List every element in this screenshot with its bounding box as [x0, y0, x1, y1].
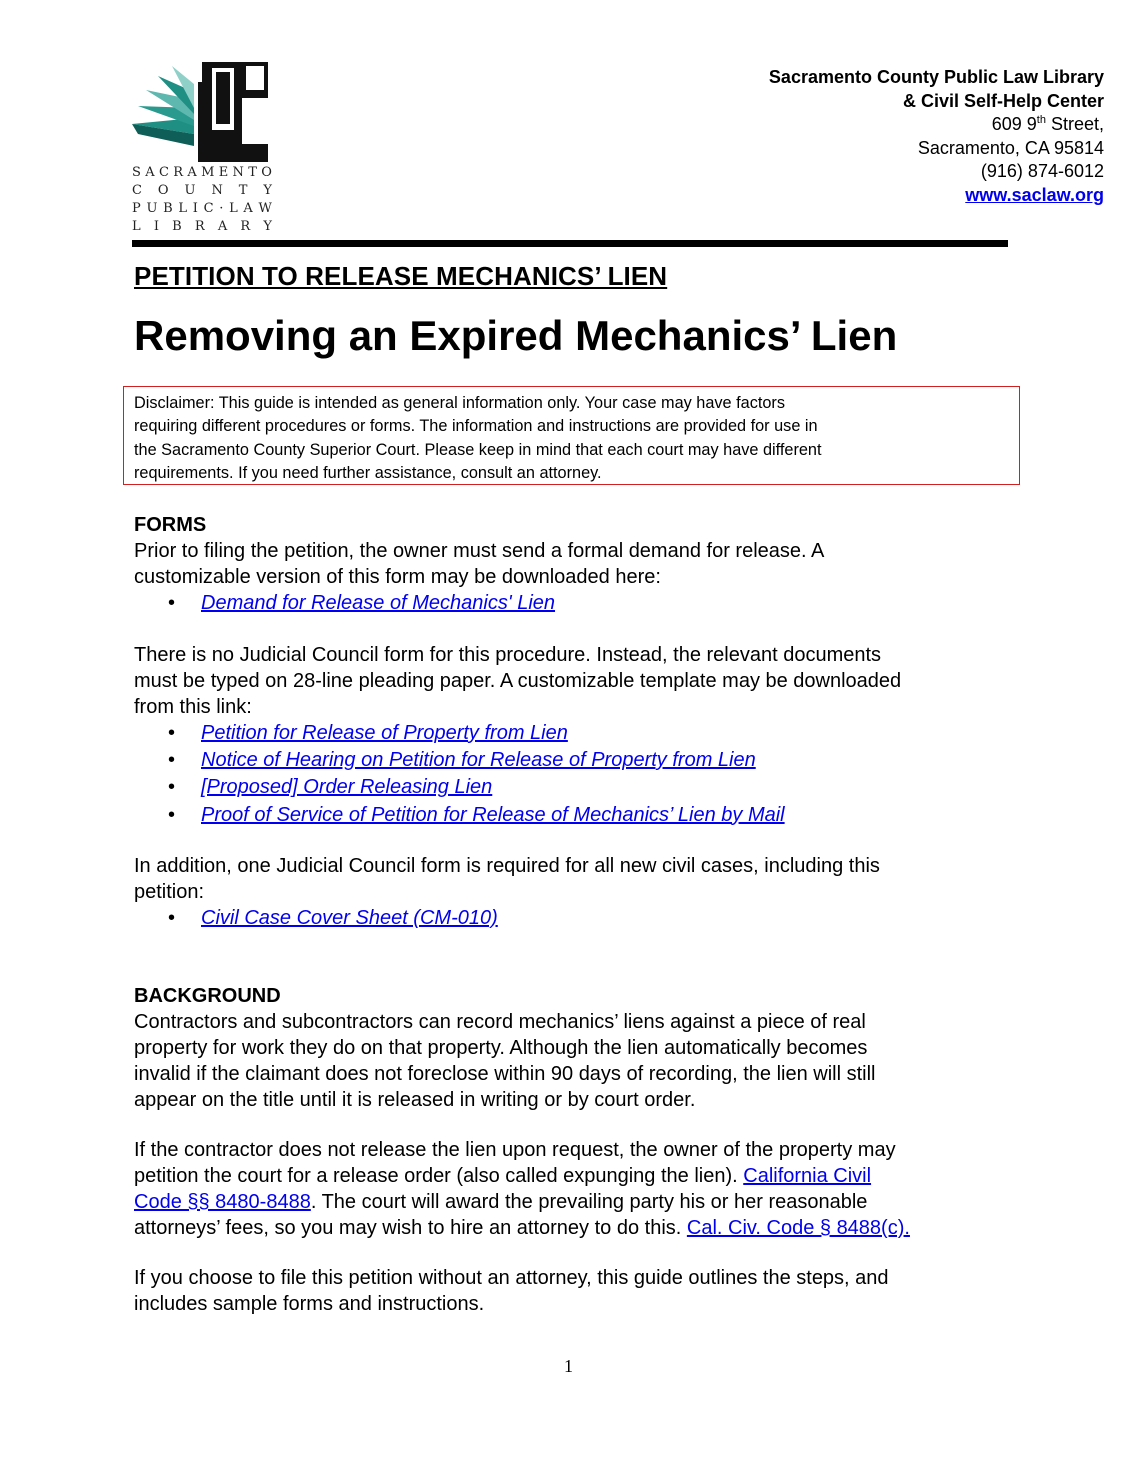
background-section	[134, 983, 1014, 1113]
library-address	[769, 66, 1104, 207]
logo-line-library: L I B R A R Y	[132, 219, 272, 234]
header-divider	[132, 240, 1008, 247]
org-name: Sacramento County Public Law Library	[768, 67, 1104, 87]
civil-code-link[interactable]: California Civil	[743, 1165, 872, 1187]
council-link-list	[134, 905, 1014, 932]
civ-code-8488-link[interactable]: Cal. Civ. Code § 8488(c).	[686, 1217, 910, 1239]
logo-wordmark	[132, 164, 272, 236]
forms-section	[134, 512, 1014, 617]
disclaimer-line: requirements. If you need further assistance, consult an attorney.	[134, 463, 602, 482]
forms-intro-line: customizable version of this form may be downloaded here:	[134, 566, 661, 588]
phone-number: (916) 874-6012	[980, 161, 1104, 181]
logo-line-public-law: P U B L I C · L A W	[132, 201, 272, 216]
org-subname: & Civil Self-Help Center	[902, 90, 1104, 111]
civil-case-cover-sheet-link[interactable]: Civil Case Cover Sheet (CM-010)	[201, 907, 498, 929]
list-item	[134, 774, 1014, 801]
council-line: petition:	[134, 881, 205, 903]
list-item	[134, 747, 1014, 774]
list-item	[134, 802, 1014, 829]
forms-intro-line: Prior to filing the petition, the owner must send a formal demand for release. A	[134, 540, 825, 562]
self-help-paragraph: If you choose to file this petition without an attorney, this guide outlines the steps, and includes sample forms and instructions.	[134, 1267, 889, 1315]
pleading-line: There is no Judicial Council form for this procedure. Instead, the relevant documents	[134, 644, 882, 666]
logo-line-sacramento: S A C R A M E N T O	[132, 165, 272, 180]
civil-code-link-cont[interactable]: Code §§ 8480-8488	[134, 1191, 311, 1213]
pleading-line: must be typed on 28-line pleading paper. A customizable template may be downloaded	[134, 670, 902, 692]
petition-link[interactable]: Petition for Release of Property from Lien	[201, 722, 568, 744]
background-line: Contractors and subcontractors can record mechanics’ liens against a piece of real	[134, 1011, 866, 1033]
disclaimer-line: Disclaimer: This guide is intended as general information only. Your case may have factors	[134, 394, 785, 412]
city-state-zip: Sacramento, CA 95814	[917, 137, 1104, 158]
document-kicker: PETITION TO RELEASE MECHANICS’ LIEN	[134, 261, 668, 291]
demand-for-release-link[interactable]: Demand for Release of Mechanics' Lien	[201, 592, 556, 614]
disclaimer-box	[123, 386, 1020, 485]
pleading-link-list	[134, 720, 1014, 829]
background-heading: BACKGROUND	[134, 985, 281, 1007]
page-number: 1	[564, 1356, 573, 1376]
demand-link-list	[134, 590, 1014, 617]
background-line: appear on the title until it is released in writing or by court order.	[134, 1089, 696, 1111]
pleading-section	[134, 642, 1014, 829]
background-line: property for work they do on that property. Although the lien automatically becomes	[134, 1037, 868, 1059]
page-title: Removing an Expired Mechanics’ Lien	[134, 312, 898, 359]
proposed-order-link[interactable]: [Proposed] Order Releasing Lien	[201, 776, 493, 799]
list-item	[134, 720, 1014, 747]
council-line: In addition, one Judicial Council form is required for all new civil cases, including this	[134, 855, 880, 877]
library-logo	[132, 62, 272, 238]
proof-of-service-link[interactable]: Proof of Service of Petition for Release of Mechanics’ Lien by Mail	[201, 803, 785, 826]
release-order-paragraph: If the contractor does not release the lien upon request, the owner of the property may petition the court for a release order (also called expunging the lien). California Civil Code §§ 8480-8488. The court will award the prevailing party his or her reasonable attorneys’ fees, so you may wish to hire an attorney to do this. Cal. Civ. Code § 8488(c).	[134, 1139, 910, 1239]
list-item	[134, 905, 1014, 932]
disclaimer-line: requiring different procedures or forms. The information and instructions are provided for use in	[134, 417, 818, 436]
street-address: 609 9th Street,	[991, 114, 1104, 134]
disclaimer-line: the Sacramento County Superior Court. Please keep in mind that each court may have different	[134, 440, 822, 459]
website-link[interactable]: www.saclaw.org	[965, 184, 1104, 205]
book-logo-icon	[132, 62, 272, 164]
forms-heading: FORMS	[134, 514, 207, 536]
judicial-council-section	[134, 853, 1014, 932]
list-item	[134, 590, 1014, 617]
pleading-line: from this link:	[134, 696, 252, 718]
logo-line-county: C O U N T Y	[132, 183, 272, 198]
background-line: invalid if the claimant does not foreclose within 90 days of recording, the lien will still	[134, 1063, 876, 1085]
notice-of-hearing-link[interactable]: Notice of Hearing on Petition for Release of Property from Lien	[201, 749, 756, 772]
